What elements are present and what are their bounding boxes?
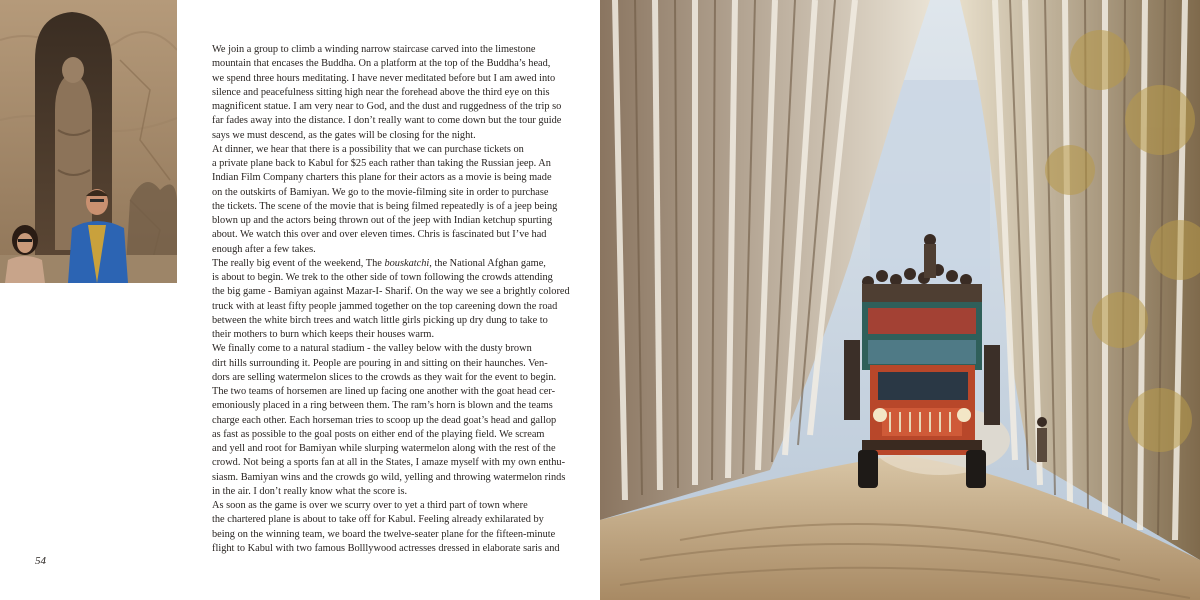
buddha-niche-photo-icon (0, 0, 177, 283)
text-line: dors are selling watermelon slices to the crowds as they wait for the event to begin. (212, 371, 557, 383)
text-line: crowd. Not being a sports fan at all in the States, I amaze myself with my own enthu- (212, 457, 566, 469)
text-line: charge each other. Each horseman tries to scoop up the dead goat’s head and gallop (212, 414, 557, 426)
text-line: We finally come to a natural stadium - the valley below with the dusty brown (212, 343, 532, 355)
text-line: the chartered plane is about to take off for Kabul. Feeling already exhilarated by (212, 514, 544, 526)
page-number: 54 (35, 555, 46, 567)
text-line: dirt hills surrounding it. People are pouring in and sitting on their haunches. Ven- (212, 357, 548, 369)
text-line: we spend three hours meditating. I have never meditated before but I am awed into (212, 72, 556, 84)
paragraph-2 (194, 143, 558, 257)
text-line: We join a group to climb a winding narrow staircase carved into the limestone (212, 44, 536, 55)
paragraph-1 (194, 43, 562, 143)
text-line: is about to begin. We trek to the other side of town following the crowds attending (212, 272, 553, 283)
paragraph-4 (194, 342, 566, 499)
text-line: and yell and root for Bamiyan while slurping watermelon along with the rest of the (212, 443, 556, 454)
text-line: blown up and the actors being thrown out of the jeep with Indian ketchup spurting (212, 215, 553, 226)
text-line: says we must descend, as the gates will be closing for the night. (212, 129, 476, 141)
text-line: in the air. I don’t really know what the score is. (212, 485, 408, 497)
text-line: as fast as possible to the goal posts on either end of the playing field. We scream (212, 428, 545, 440)
text-line: The really big event of the weekend, The bouskatchi, the National Afghan game, (212, 257, 546, 269)
text-line: flight to Kabul with two famous Bolllywood actresses dressed in elaborate saris and (212, 542, 560, 554)
text-line: on the outskirts of Bamiyan. We go to the movie-filming site in order to purchase (212, 186, 549, 198)
text-line: the big game - Bamiyan against Mazar-I- Sharif. On the way we see a brightly colored (212, 286, 570, 298)
text-line: enough after a few takes. (212, 243, 316, 255)
text-line: At dinner, we hear that there is a possibility that we can purchase tickets on (212, 143, 524, 155)
text-line: their mothers to burn which keeps their houses warm. (212, 329, 435, 340)
text-line: about. We watch this over and over eleven times. Chris is fascinated but I’ve had (212, 229, 547, 241)
paragraph-5 (194, 499, 560, 556)
text-line: mountain that encases the Buddha. On a platform at the top of the Buddha’s head, (212, 58, 551, 70)
text-line: the tickets. The scene of the movie that is being filmed repeatedly is of a jeep being (212, 200, 558, 212)
text-line: being on the winning team, we board the twelve-seater plane for the fifteen-minute (212, 528, 556, 540)
paragraph-3 (194, 257, 570, 343)
text-line: between the white birch trees and watch little girls picking up dry dung to take to (212, 314, 548, 326)
emphasis-word: bouskatchi (384, 257, 430, 269)
truck-poplar-avenue-photo-icon (600, 0, 1200, 600)
text-line: silence and peacefulness sitting high near the forehead above the third eye on this (212, 86, 550, 98)
buddha-niche-photo (0, 0, 177, 283)
walker-photo-figure (1037, 417, 1047, 462)
text-line: The two teams of horsemen are lined up facing one another with the goat head cer- (212, 386, 556, 397)
body-text (194, 43, 570, 556)
text-line: As soon as the game is over we scurry over to yet a third part of town where (212, 500, 528, 511)
text-line: far fades away into the distance. I don’t really want to come down but the tour guide (212, 115, 562, 127)
text-line: siasm. Bamiyan wins and the crowds go wild, yelling and throwing watermelon rinds (212, 471, 566, 483)
text-line: emoniously placed in a ring between them. The ram’s horn is blown and the teams (212, 400, 553, 412)
text-line: Indian Film Company charters this plane for their actors as a movie is being made (212, 172, 552, 184)
text-line: magnificent statue. I am very near to God, and the dust and ruggedness of the trip so (212, 101, 562, 112)
truck-poplar-avenue-photo (600, 0, 1200, 600)
text-line: truck with at least fifty people jammed together on the top careening down the road (212, 300, 558, 312)
text-line: a private plane back to Kabul for $25 each rather than taking the Russian jeep. An (212, 158, 551, 169)
